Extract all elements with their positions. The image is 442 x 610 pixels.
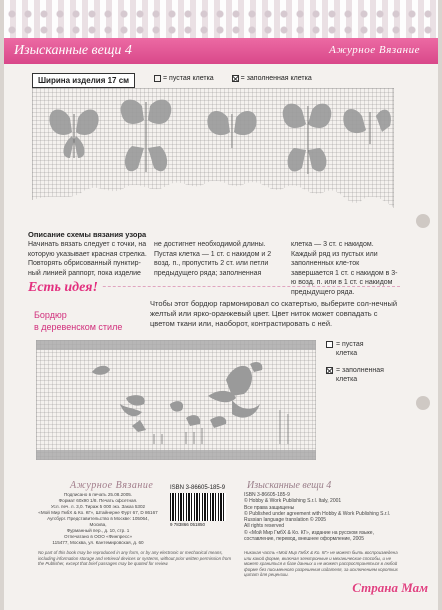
legal-notice-en: No part of this book may be reproduced in any form, or by any electronic or mechanical means, including information storage and retrieval devices or systems, without prior written permission from the Publisher, except that brief passages may be quoted for review. (38, 550, 232, 567)
legend-filled: = заполненная клетка (326, 366, 384, 384)
empty-cell-icon (326, 341, 333, 348)
barcode-number: 9 783866 051850 (170, 522, 206, 527)
isbn-text: ISBN 3-86605-185-9 (170, 485, 226, 491)
page-title: Изысканные вещи 4 (14, 43, 132, 58)
chart2-legend (326, 340, 384, 392)
idea-text: Чтобы этот бордюр гармонировал со скатертью, выберите сол-нечный желтый или ярко-оранжевый цвет. Цвет ниток может совпадать с цветом ткани или, наоборот, контрастировать с ней. (150, 299, 398, 328)
imprint-block: Подписано в печать 25.08.2005. Формат 60х90 1/8. Печать офсетная. Усл. печ. л. 3,0. Тираж 5 000 экз. Заказ 5302 «Мой Мир ГмбХ & Ко. КГ», Штайнерне Фурт 67, D 86167 Аугсбург. Представительство в Москве: 105064, Москва, Фурманный пер., д. 10, стр. 1 Отпечатано в ООО «Финпресс» 115477, Москва, ул. Кантемировская, д. 60 (38, 492, 158, 545)
legend-empty: = пустая клетка (326, 340, 384, 358)
legend-filled: = заполненная клетка (232, 75, 312, 82)
filled-cell-icon (232, 75, 239, 82)
chart1-legend (154, 75, 328, 82)
filled-cell-icon (326, 367, 333, 374)
width-label: Ширина изделия 17 см (32, 73, 135, 88)
description-title: Описание схемы вязания узора (28, 230, 147, 239)
magazine-page (4, 0, 438, 610)
description-col-2: не достигнет необходимой длины. Пустая клетка — 1 ст. с накидом и 2 возд. п., пропустить 2 ст. или петли предыдущего ряда; заполненная (154, 241, 272, 277)
isbn-box (170, 485, 236, 527)
description-col-1: Начинать вязать следует с точки, на которую указывает красная стрелка. Повторять обрисованный пунктир-ный линией раппорт, пока изделие (28, 241, 147, 277)
barcode-icon (170, 493, 226, 521)
description-col-3: клетка — 3 ст. с накидом. Каждый ряд из пустых или заполненных кле-ток завершается 1 ст. с накидом в 3-ю возд. п. или в 1 ст. с накидом предыдущего ряда. (291, 241, 398, 296)
empty-cell-icon (154, 75, 161, 82)
series-title: Изысканные вещи 4 (247, 480, 332, 491)
butterfly-filet-chart (32, 88, 394, 232)
lace-dots-decoration (4, 6, 438, 34)
country-border-chart (36, 340, 316, 460)
rights-block: ISBN 3-86605-185-9 © Hobby & Work Publishing S.r.l. Italy, 2001 Все права защищены © Published under agreement with Hobby & Work Publishing S.r.l. Russian language translation © 2005 All rights reserved © «Мой Мир ГмбХ & Ко. КГ», издание на русском языке, составление, перевод, внешнее оформление, 2005 (244, 492, 391, 543)
brand-name: Ажурное Вязание (329, 44, 420, 56)
legend-empty: = пустая клетка (154, 75, 214, 82)
binder-hole (416, 396, 430, 410)
legal-notice-ru: Никакая часть «Мой Мир ГмбХ & Ко. КГ» не может быть воспроизведена или какой форме, включая электронные и механические способы, и не может храниться в базе данных и не может распространяться в любой форме без письменного разрешения издателя, за исключением коротких цитат для рецензии. (244, 550, 398, 578)
site-watermark: Страна Мам (352, 580, 428, 595)
page-header (4, 38, 438, 64)
idea-heading: Есть идея! (28, 280, 102, 296)
imprint-logo: Ажурное Вязание (70, 480, 154, 491)
border-title: Бордюр в деревенском стиле (34, 310, 123, 332)
binder-hole (416, 214, 430, 228)
